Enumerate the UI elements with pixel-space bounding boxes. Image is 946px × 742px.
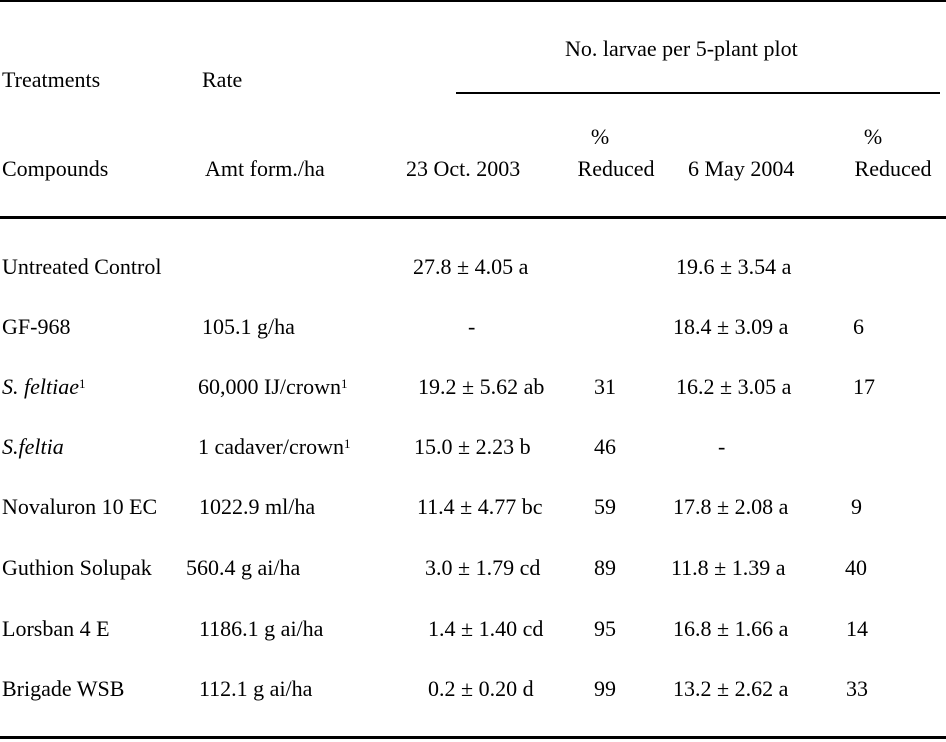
row-value-2004: - [718,434,726,459]
row-rate: 1022.9 ml/ha [199,494,316,519]
row-reduced-2004: 17 [853,374,875,399]
row-compound: Brigade WSB [2,676,125,701]
row-value-2004: 16.2 ± 3.05 a [676,374,792,399]
row-value-2004: 11.8 ± 1.39 a [671,555,786,580]
row-rate: 560.4 g ai/ha [186,555,301,580]
row-compound: GF-968 [2,314,71,339]
row-compound-name: S. feltiae [2,374,79,399]
row-reduced-2003: 99 [594,676,616,701]
footnote-marker: 1 [78,375,86,391]
top-rule [0,0,946,2]
row-reduced-2004: 9 [851,494,862,519]
header-rule [0,216,946,219]
row-reduced-2004: 14 [846,616,868,641]
compounds-header: Compounds [2,156,109,181]
date2-header: 6 May 2004 [688,156,795,181]
bottom-rule [0,736,946,739]
row-reduced-2003: 89 [594,555,616,580]
row-value-2004: 19.6 ± 3.54 a [676,254,792,279]
row-compound: Guthion Solupak [2,555,152,580]
row-rate: 112.1 g ai/ha [199,676,313,701]
row-compound [2,435,64,459]
row-value-2003: 19.2 ± 5.62 ab [418,374,545,399]
group-header: No. larvae per 5-plant plot [565,36,798,61]
row-compound: Lorsban 4 E [2,616,110,641]
group-header-rule [456,92,940,94]
row-value-2004: 17.8 ± 2.08 a [673,494,789,519]
row-rate [198,375,347,399]
row-compound-name: S.feltia [2,434,64,459]
row-value-2003: 1.4 ± 1.40 cd [428,616,544,641]
row-reduced-2003: 46 [594,434,616,459]
row-value-2004: 18.4 ± 3.09 a [673,314,789,339]
footnote-marker: 1 [340,375,348,391]
row-rate-text: 60,000 IJ/crown [198,374,341,399]
row-reduced-2004: 40 [845,555,867,580]
row-rate-text: 1 cadaver/crown [198,434,344,459]
row-rate: 1186.1 g ai/ha [199,616,324,641]
row-value-2004: 13.2 ± 2.62 a [673,676,789,701]
treatments-header: Treatments [2,67,101,92]
row-reduced-2004: 6 [853,314,864,339]
row-value-2003: 11.4 ± 4.77 bc [417,494,543,519]
row-rate [198,435,350,459]
rate-header: Rate [202,67,243,92]
row-reduced-2003: 95 [594,616,616,641]
pct2-header-bottom: Reduced [854,156,932,181]
row-compound [2,375,85,399]
row-value-2003: - [468,314,476,339]
row-value-2003: 0.2 ± 0.20 d [428,676,534,701]
row-value-2004: 16.8 ± 1.66 a [673,616,789,641]
row-reduced-2003: 31 [594,374,616,399]
pct1-header-top: % [590,124,610,149]
date1-header: 23 Oct. 2003 [406,156,521,181]
row-value-2003: 15.0 ± 2.23 b [414,434,531,459]
row-compound: Untreated Control [2,254,162,279]
footnote-marker: 1 [343,435,351,451]
row-value-2003: 3.0 ± 1.79 cd [425,555,541,580]
pct1-header-bottom: Reduced [577,156,655,181]
amount-header: Amt form./ha [205,156,325,181]
row-compound: Novaluron 10 EC [2,494,158,519]
row-value-2003: 27.8 ± 4.05 a [413,254,529,279]
pct2-header-top: % [863,124,883,149]
row-rate: 105.1 g/ha [202,314,295,339]
row-reduced-2003: 59 [594,494,616,519]
row-reduced-2004: 33 [846,676,868,701]
